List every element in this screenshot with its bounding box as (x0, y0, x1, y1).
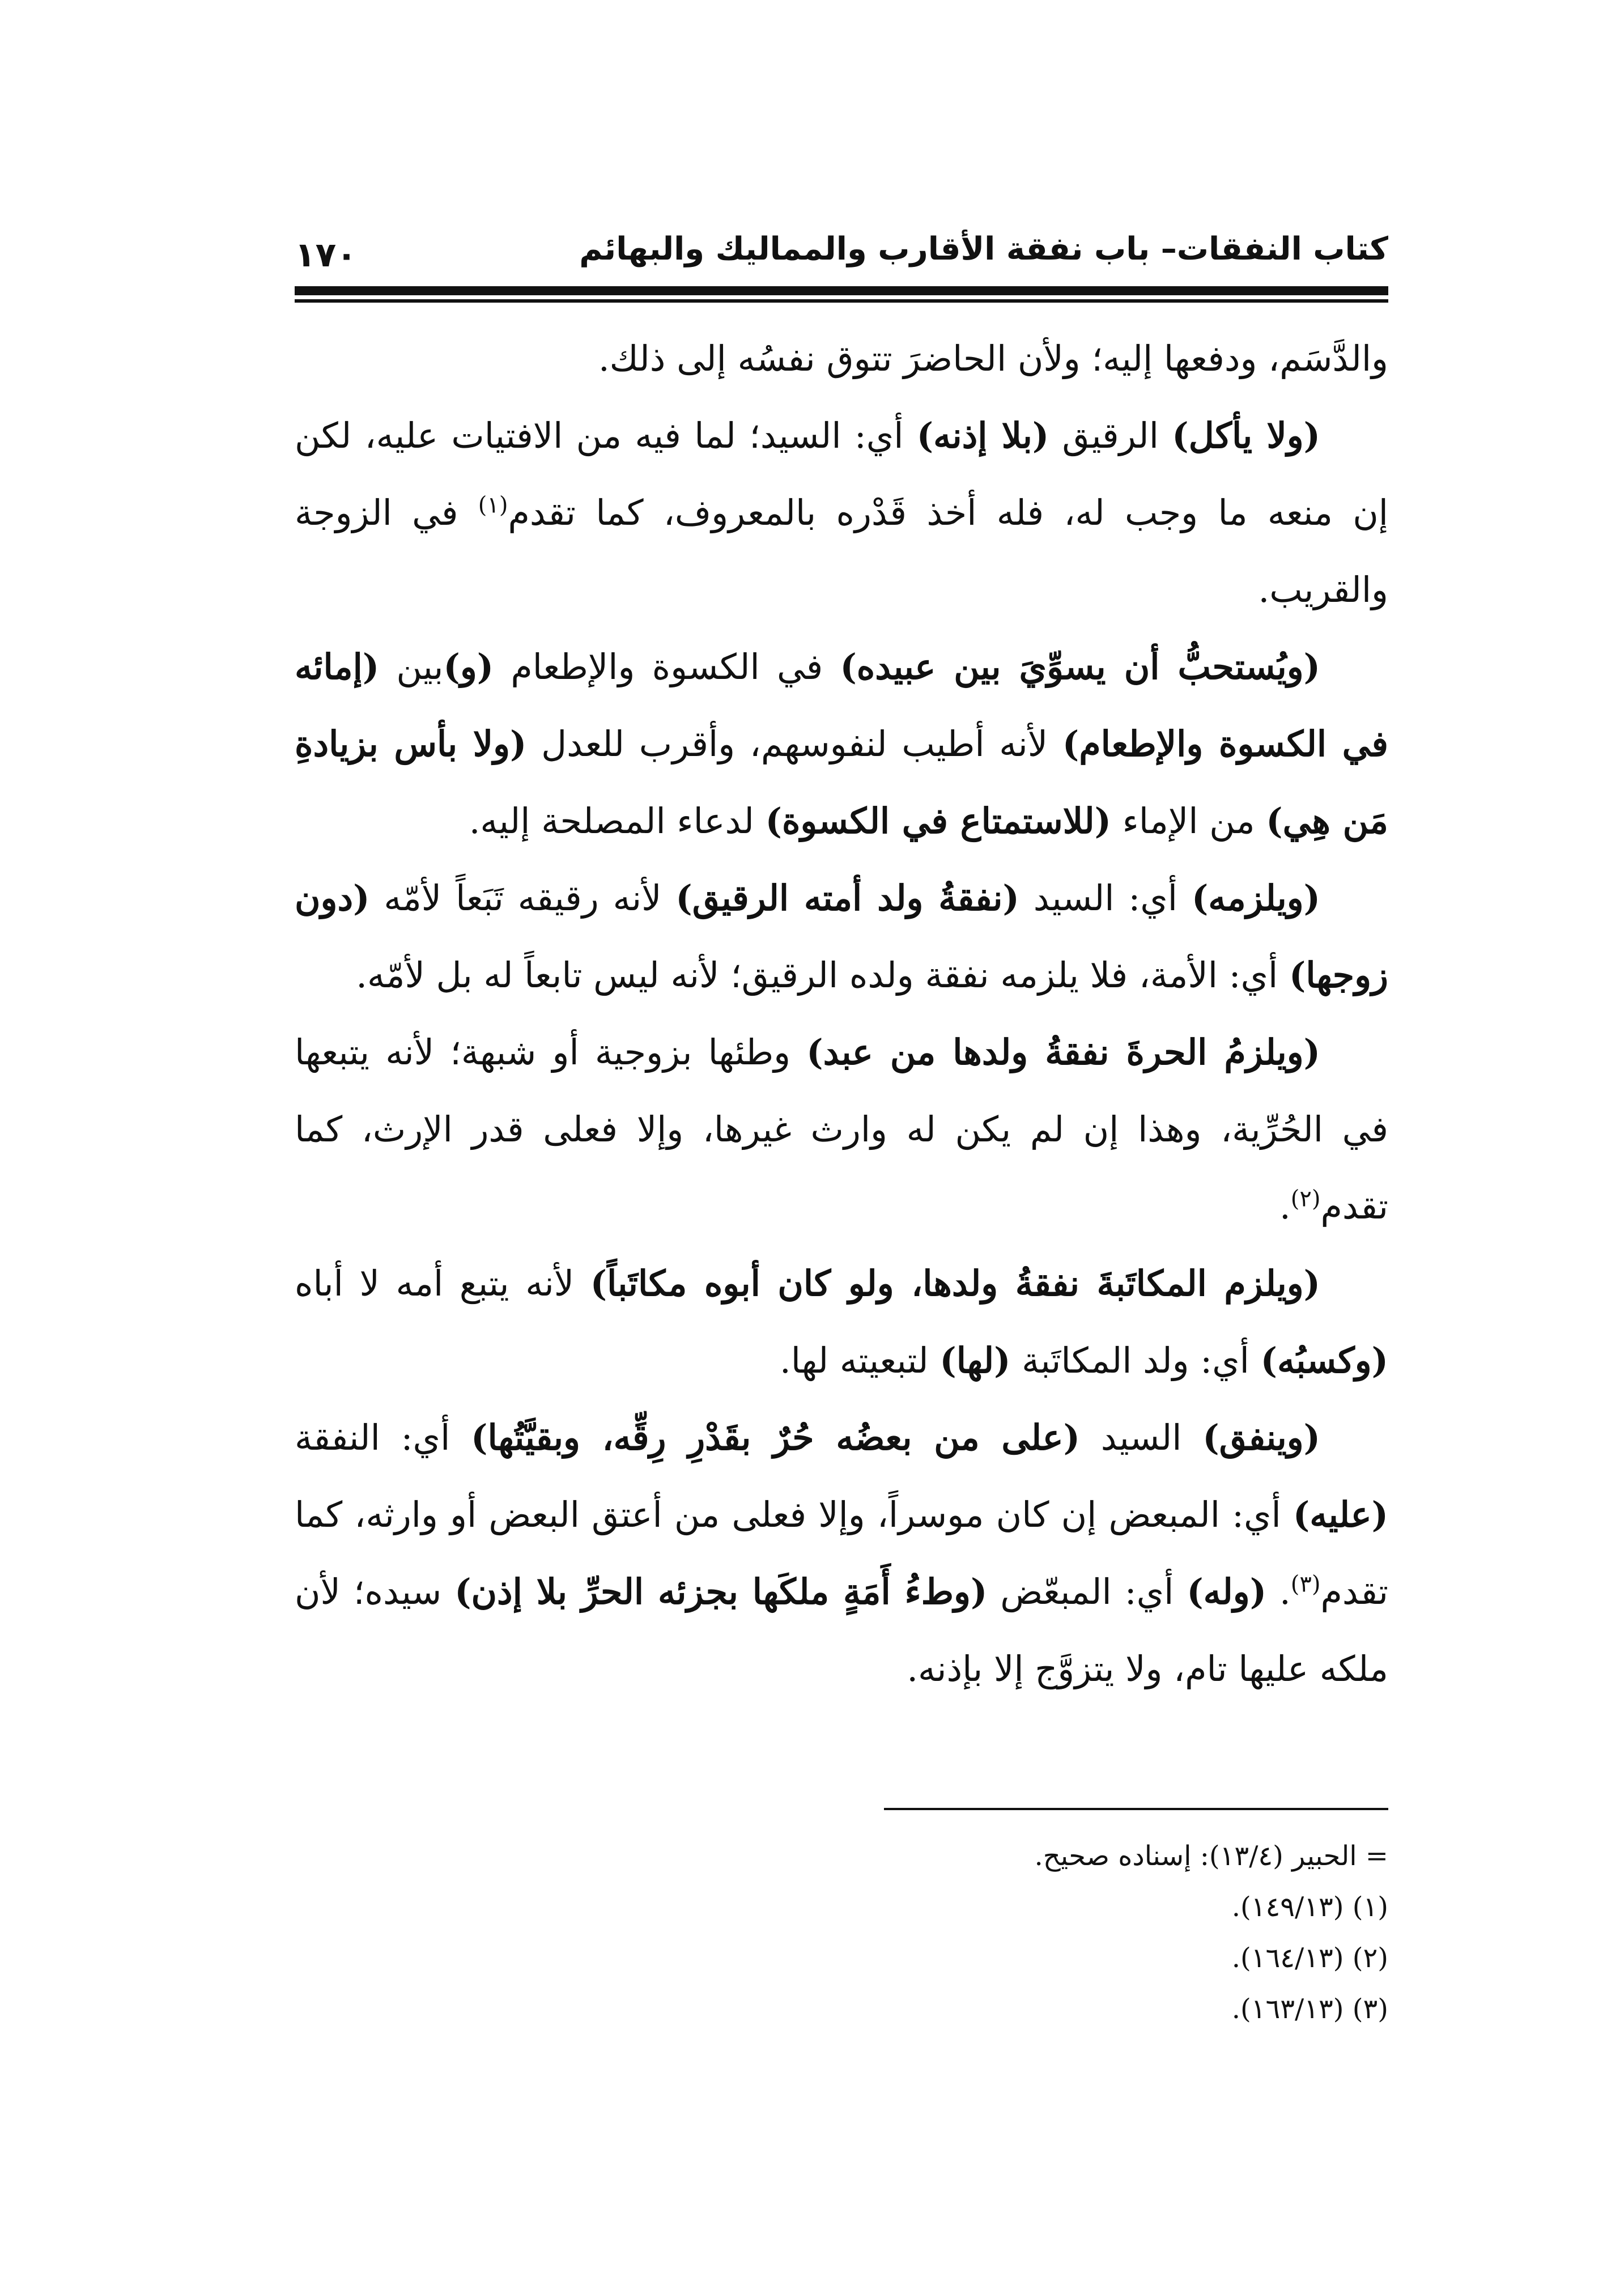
footnote-reference: (٣) (1290, 1571, 1321, 1598)
commentary-text: سيده؛ لأن ملكه عليها تام، ولا يتزوَّج إلا بإذنه. (295, 1571, 1388, 1689)
footnote-reference: (٢) (1290, 1186, 1321, 1212)
header-rule-thick (295, 286, 1388, 295)
commentary-text: أي: ولد المكاتَبة (1010, 1340, 1261, 1381)
matn-text: (ويلزم المكاتَبةَ نفقةُ ولدها، ولو كان أبوه مكاتَباً) (590, 1263, 1320, 1304)
footnote-reference: (١) (478, 492, 508, 519)
body-paragraph (295, 1014, 1388, 1245)
matn-text: (دون زوجها) (295, 877, 1388, 996)
matn-text: (ولا بأس بزيادةِ مَن هِي) (295, 723, 1388, 842)
footnotes (737, 1831, 1388, 2035)
commentary-text: . (1266, 1571, 1291, 1612)
footnote-continuation: = الحبير (١٣/٤): إسناده صحيح. (1034, 1840, 1388, 1872)
commentary-text: والدَّسَم، ودفعها إليه؛ ولأن الحاضرَ تتوق نفسُه إلى ذلك. (598, 338, 1388, 379)
commentary-text: وطئها بزوجية أو شبهة؛ لأنه يتبعها في الحُرِّية، وهذا إن لم يكن له وارث غيرها، وإلا فعلى قدر الإرث، كما تقدم (295, 1031, 1388, 1227)
footnote-2: (٢) (١٦٤/١٣). (1231, 1942, 1388, 1974)
commentary-text: أي: النفقة (295, 1417, 471, 1458)
commentary-text: أي: المبعض إن كان موسراً، وإلا فعلى من أعتق البعض أو وارثه، كما تقدم (295, 1494, 1388, 1612)
matn-text: (على من بعضُه حُرٌ بقَدْرِ رِقِّه، وبقيَّتُها) (471, 1417, 1080, 1458)
commentary-text: أي: المبعّض (987, 1571, 1187, 1612)
body-paragraph (295, 1399, 1388, 1708)
commentary-text: أي: السيد (1019, 877, 1192, 919)
commentary-text: لدعاء المصلحة إليه. (469, 800, 766, 842)
page-number: ١٧٠ (295, 235, 357, 275)
matn-text: (ويلزمه) (1191, 877, 1320, 919)
body-paragraph (295, 1245, 1388, 1399)
footnote-1: (١) (١٤٩/١٣). (1231, 1891, 1388, 1923)
matn-text: (ويلزمُ الحرةَ نفقةُ ولدها من عبد) (806, 1031, 1320, 1073)
footnote-3: (٣) (١٦٣/١٣). (1231, 1993, 1388, 2025)
body-paragraph (295, 397, 1388, 629)
body-text (295, 320, 1388, 1708)
commentary-text: أي: السيد؛ لما فيه من الافتيات عليه، لكن إن منعه ما وجب له، فله أخذ قَدْره بالمعروف، كما تقدم (295, 415, 1388, 533)
commentary-text: من الإماء (1111, 800, 1266, 842)
commentary-text: الرقيق (1049, 415, 1172, 456)
commentary-text: لتبعيته لها. (780, 1340, 940, 1381)
matn-text: (نفقةُ ولد أمته الرقيق) (675, 877, 1019, 919)
commentary-text: أي: الأمة، فلا يلزمه نفقة ولده الرقيق؛ لأنه ليس تابعاً له بل لأمّه. (356, 954, 1289, 996)
matn-text: (و) (443, 646, 494, 687)
matn-text: (بلا إذنه) (916, 415, 1049, 456)
body-paragraph (295, 320, 1388, 397)
body-paragraph (295, 860, 1388, 1014)
commentary-text: في الكسوة والإطعام (494, 646, 840, 687)
running-title: كتاب النفقات– باب نفقة الأقارب والمماليك والبهائم (579, 231, 1388, 267)
matn-text: (وطءُ أَمَةٍ ملكَها بجزئه الحرِّ بلا إذن) (454, 1571, 988, 1612)
header-rule-thin (295, 299, 1388, 303)
commentary-text: السيد (1079, 1417, 1203, 1458)
matn-text: (ويُستحبُّ أن يسوِّيَ بين عبيده) (840, 646, 1320, 687)
matn-text: (وينفق) (1202, 1417, 1320, 1458)
commentary-text: لأنه رقيقه تَبَعاً لأمّه (369, 877, 676, 919)
matn-text: (ولا يأكل) (1172, 415, 1321, 456)
page-header (295, 227, 1388, 278)
commentary-text: لأنه يتبع أمه لا أباه (295, 1263, 590, 1304)
matn-text: (إمائه في الكسوة والإطعام) (295, 646, 1388, 765)
matn-text: (وله) (1187, 1571, 1267, 1612)
commentary-text: . (1279, 1186, 1291, 1227)
matn-text: (لها) (939, 1340, 1011, 1381)
matn-text: (وكسبُه) (1260, 1340, 1388, 1381)
commentary-text: في الزوجة والقريب. (295, 492, 1388, 610)
matn-text: (عليه) (1293, 1494, 1389, 1535)
commentary-text: بين (379, 646, 444, 687)
commentary-text: لأنه أطيب لنفوسهم، وأقرب للعدل (526, 723, 1062, 765)
body-paragraph (295, 629, 1388, 860)
matn-text: (للاستمتاع في الكسوة) (765, 800, 1111, 842)
footnote-separator (884, 1808, 1388, 1810)
